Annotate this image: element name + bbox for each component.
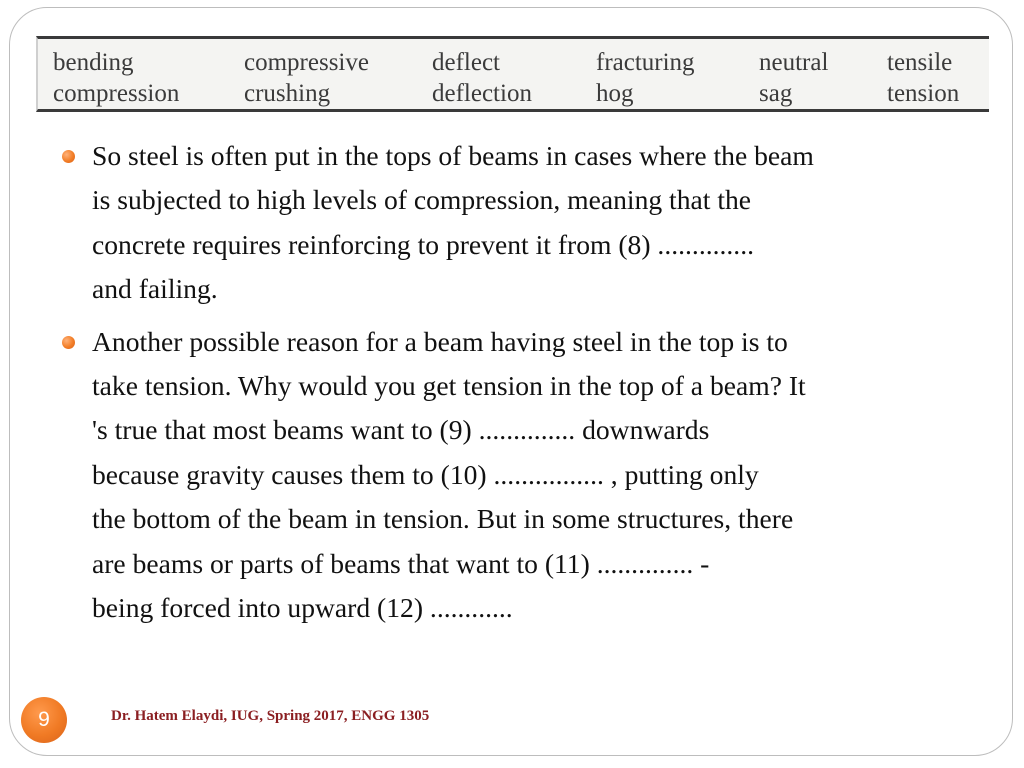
page-number-badge: 9 bbox=[21, 697, 67, 743]
word-column bbox=[596, 47, 695, 109]
bullet-line: take tension. Why would you get tension in the top of a beam? It bbox=[92, 370, 806, 402]
word-column bbox=[53, 47, 179, 109]
bullet-line: So steel is often put in the tops of beams in cases where the beam bbox=[92, 140, 814, 171]
word-item: crushing bbox=[244, 80, 331, 107]
word-item: neutral bbox=[759, 49, 829, 76]
word-box bbox=[36, 36, 989, 112]
word-item: sag bbox=[759, 80, 793, 107]
word-column bbox=[244, 47, 369, 109]
footer-text: Dr. Hatem Elaydi, IUG, Spring 2017, ENGG 1305 bbox=[111, 708, 430, 724]
word-column bbox=[759, 47, 828, 109]
bullet-line: being forced into upward (12) ............ bbox=[92, 592, 513, 624]
bullet-line: are beams or parts of beams that want to (11) .............. - bbox=[92, 547, 710, 579]
bullet-icon bbox=[62, 336, 75, 349]
bullet-line: and failing. bbox=[92, 273, 218, 305]
bullet-line: is subjected to high levels of compression, meaning that the bbox=[92, 184, 752, 216]
bullet-icon bbox=[62, 150, 75, 163]
bullet-paragraph bbox=[92, 320, 972, 631]
slide-content bbox=[92, 134, 972, 638]
word-item: fracturing bbox=[596, 49, 695, 76]
word-item: tension bbox=[887, 80, 960, 107]
word-item: deflection bbox=[432, 80, 532, 107]
bullet-paragraph bbox=[92, 134, 972, 312]
word-item: tensile bbox=[887, 49, 953, 76]
bullet-line: the bottom of the beam in tension. But in some structures, there bbox=[92, 503, 794, 535]
word-item: hog bbox=[596, 80, 634, 107]
word-item: bending bbox=[53, 49, 134, 76]
word-column bbox=[887, 47, 959, 109]
bullet-line: because gravity causes them to (10) ................ , putting only bbox=[92, 458, 759, 490]
word-item: compression bbox=[53, 80, 180, 107]
bullet-line: concrete requires reinforcing to prevent it from (8) .............. bbox=[92, 228, 755, 260]
word-column bbox=[432, 47, 532, 109]
word-item: deflect bbox=[432, 49, 501, 76]
bullet-line: Another possible reason for a beam having steel in the top is to bbox=[92, 325, 788, 357]
bullet-line: 's true that most beams want to (9) .............. downwards bbox=[92, 414, 710, 446]
word-item: compressive bbox=[244, 49, 369, 76]
